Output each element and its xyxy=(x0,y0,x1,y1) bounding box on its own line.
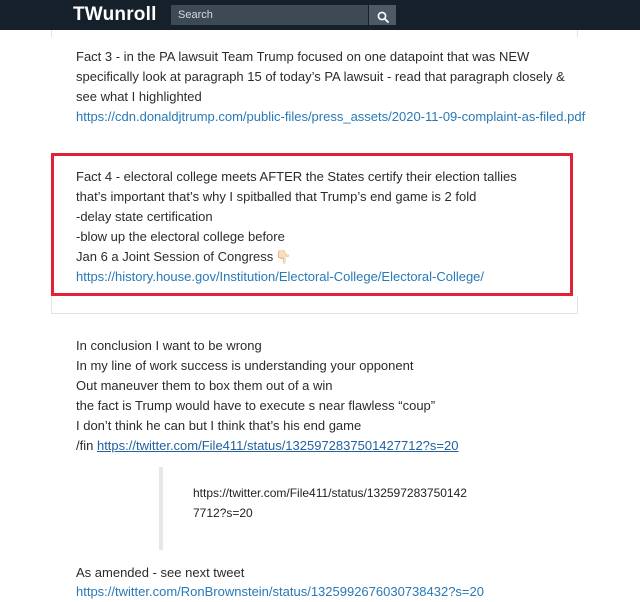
fact4-line-4: -blow up the electoral college before xyxy=(76,229,285,244)
fin-row xyxy=(76,436,458,456)
content-border-left xyxy=(51,30,52,37)
fin-tweet-link[interactable]: https://twitter.com/File411/status/1325972837501427712?s=20 xyxy=(96,438,459,453)
conclusion-line-3: Out maneuver them to box them out of a win xyxy=(76,378,333,393)
fin-prefix: /fin xyxy=(76,438,97,453)
fact4-line-3: -delay state certification xyxy=(76,209,213,224)
conclusion-line-4: the fact is Trump would have to execute s near flawless “coup” xyxy=(76,398,436,413)
embed-box-right xyxy=(577,296,578,314)
amended-link-row xyxy=(76,582,484,602)
fact3-line-1: Fact 3 - in the PA lawsuit Team Trump focused on one datapoint that was NEW xyxy=(76,49,530,64)
quoted-tweet-line-2: 7712?s=20 xyxy=(193,506,253,520)
search-input[interactable] xyxy=(171,5,368,25)
fact4-line-5-row xyxy=(76,247,291,267)
conclusion-line-1: In conclusion I want to be wrong xyxy=(76,338,262,353)
top-nav-bar xyxy=(0,0,640,30)
fact3-link[interactable]: https://cdn.donaldjtrump.com/public-files/press_assets/2020-11-09-complaint-as-filed.pdf xyxy=(76,109,586,124)
search-button[interactable] xyxy=(369,5,396,25)
amended-text: As amended - see next tweet xyxy=(76,565,245,580)
pointing-down-emoji-icon: 👇🏻 xyxy=(275,249,292,264)
amended-tweet-link[interactable]: https://twitter.com/RonBrownstein/status/1325992676030738432?s=20 xyxy=(76,584,484,599)
fact4-line-5: Jan 6 a Joint Session of Congress xyxy=(76,249,274,264)
embed-box-bottom xyxy=(51,313,578,314)
search-icon xyxy=(377,11,389,23)
fact4-line-2: that’s important that’s why I spitballed that Trump’s end game is 2 fold xyxy=(76,189,477,204)
quoted-tweet-line-1: https://twitter.com/File411/status/132597283750142 xyxy=(193,486,467,500)
fact3-link-row xyxy=(76,107,585,127)
conclusion-line-2: In my line of work success is understanding your opponent xyxy=(76,358,414,373)
fact3-line-2: specifically look at paragraph 15 of today’s PA lawsuit - read that paragraph closely & xyxy=(76,69,565,84)
quoted-tweet-block[interactable] xyxy=(159,467,513,550)
fact4-link[interactable]: https://history.house.gov/Institution/Electoral-College/Electoral-College/ xyxy=(76,269,485,284)
fact3-line-3: see what I highlighted xyxy=(76,89,202,104)
embed-box-left xyxy=(51,296,52,314)
content-border-right xyxy=(577,30,578,37)
fact4-link-row xyxy=(76,267,484,287)
site-logo[interactable]: TWunroll xyxy=(73,4,157,25)
conclusion-line-5: I don’t think he can but I think that’s his end game xyxy=(76,418,362,433)
fact4-line-1: Fact 4 - electoral college meets AFTER the States certify their election tallies xyxy=(76,169,517,184)
